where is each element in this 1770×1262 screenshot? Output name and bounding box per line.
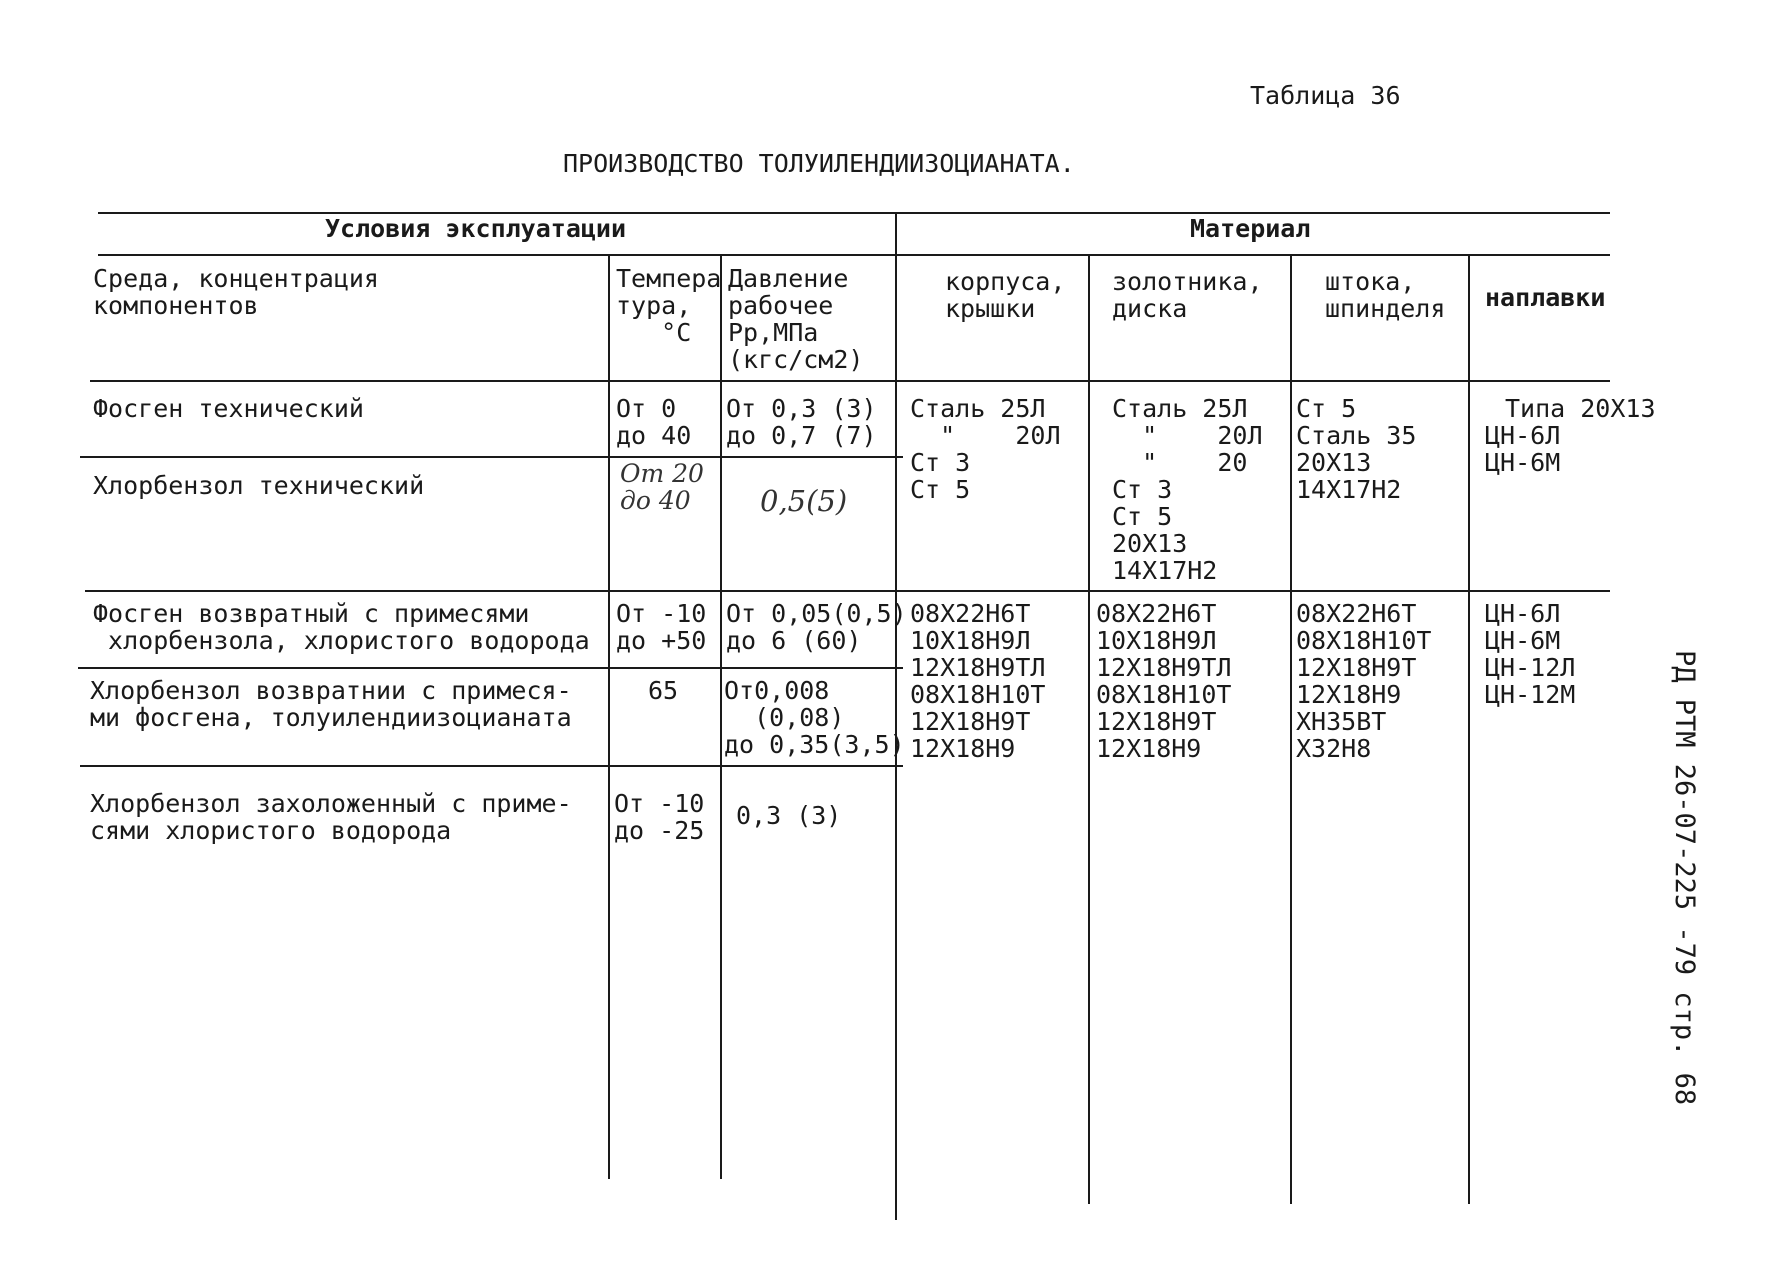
vline-spool — [1088, 254, 1090, 1204]
header-medium: Среда, концентрация компонентов — [93, 264, 379, 320]
page-title: ПРОИЗВОДСТВО ТОЛУИЛЕНДИИЗОЦИАНАТА. — [563, 149, 1075, 178]
row2-medium: Хлорбензол технический — [93, 471, 425, 500]
rule-row3 — [78, 667, 903, 669]
mat-a-surfacing: ЦН-6Л ЦН-6М — [1485, 421, 1561, 477]
row4-medium: Хлорбензол возвратнии с примеся- ми фосгена, толуилендиизоцианата — [90, 676, 572, 732]
rule-row4 — [80, 765, 903, 767]
mat-b-body: 08Х22Н6Т 10Х18Н9Л 12Х18Н9ТЛ 08Х18Н10Т 12Х18Н9Т 12Х18Н9 — [910, 599, 1046, 763]
row4-temp: 65 — [648, 676, 679, 705]
row3-temp: От -10 до +50 — [616, 599, 707, 655]
header-conditions: Условия эксплуатации — [325, 214, 627, 243]
header-temp: Темпера тура, °С — [616, 264, 722, 347]
vline-temp — [608, 254, 610, 1179]
row5-temp: От -10 до -25 — [614, 789, 705, 845]
row2-pressure: 0,5(5) — [760, 484, 848, 518]
row5-medium: Хлорбензол захоложенный с приме- сями хлористого водорода — [90, 789, 572, 845]
row3-medium: Фосген возвратный с примесями хлорбензола, хлористого водорода — [93, 599, 590, 655]
header-spool: золотника, диска — [1112, 267, 1263, 323]
header-stem: штока, шпинделя — [1325, 267, 1446, 323]
rule-group — [98, 254, 1610, 256]
row3-pressure: От 0,05(0,5) до 6 (60) — [726, 599, 907, 655]
mat-a-stem: Ст 5 Сталь 35 20Х13 14Х17Н2 — [1296, 394, 1417, 504]
row4-pressure: От0,008 (0,08) до 0,35(3,5) — [724, 676, 905, 759]
header-material: Материал — [1190, 214, 1311, 243]
mat-a-spool: Сталь 25Л " 20Л " 20 Ст 3 Ст 5 20Х13 14Х17Н2 — [1112, 394, 1263, 585]
row5-pressure: 0,3 (3) — [736, 801, 842, 830]
rule-row2 — [85, 590, 1610, 592]
table-label: Таблица 36 — [1250, 81, 1401, 110]
header-body: корпуса, крышки — [945, 267, 1066, 323]
mat-b-spool: 08Х22Н6Т 10Х18Н9Л 12Х18Н9ТЛ 08Х18Н10Т 12Х18Н9Т 12Х18Н9 — [1096, 599, 1232, 763]
mat-b-stem: 08Х22Н6Т 08Х18Н10Т 12Х18Н9Т 12Х18Н9 ХН35ВТ Х32Н8 — [1296, 599, 1432, 763]
vline-pressure — [720, 254, 722, 1179]
rule-header-bottom — [90, 380, 1610, 382]
side-document-code: РД РТМ 26-07-225 -79 стр. 68 — [1669, 650, 1700, 1106]
row2-temp: От 20 до 40 — [620, 459, 704, 515]
row1-medium: Фосген технический — [93, 394, 364, 423]
mat-b-surfacing: ЦН-6Л ЦН-6М ЦН-12Л ЦН-12М — [1485, 599, 1576, 709]
row1-pressure: От 0,3 (3) до 0,7 (7) — [726, 394, 877, 450]
vline-surfacing — [1468, 254, 1470, 1204]
rule-row1 — [80, 456, 903, 458]
row1-temp: От 0 до 40 — [616, 394, 692, 450]
header-surfacing: наплавки — [1485, 283, 1606, 312]
header-pressure: Давление рабочее Рр,МПа (кгс/см2) — [728, 264, 864, 374]
vline-stem — [1290, 254, 1292, 1204]
mat-a-body: Сталь 25Л " 20Л Ст 3 Ст 5 — [910, 394, 1061, 504]
mat-a-surfacing-type: Типа 20Х13 — [1505, 394, 1656, 423]
